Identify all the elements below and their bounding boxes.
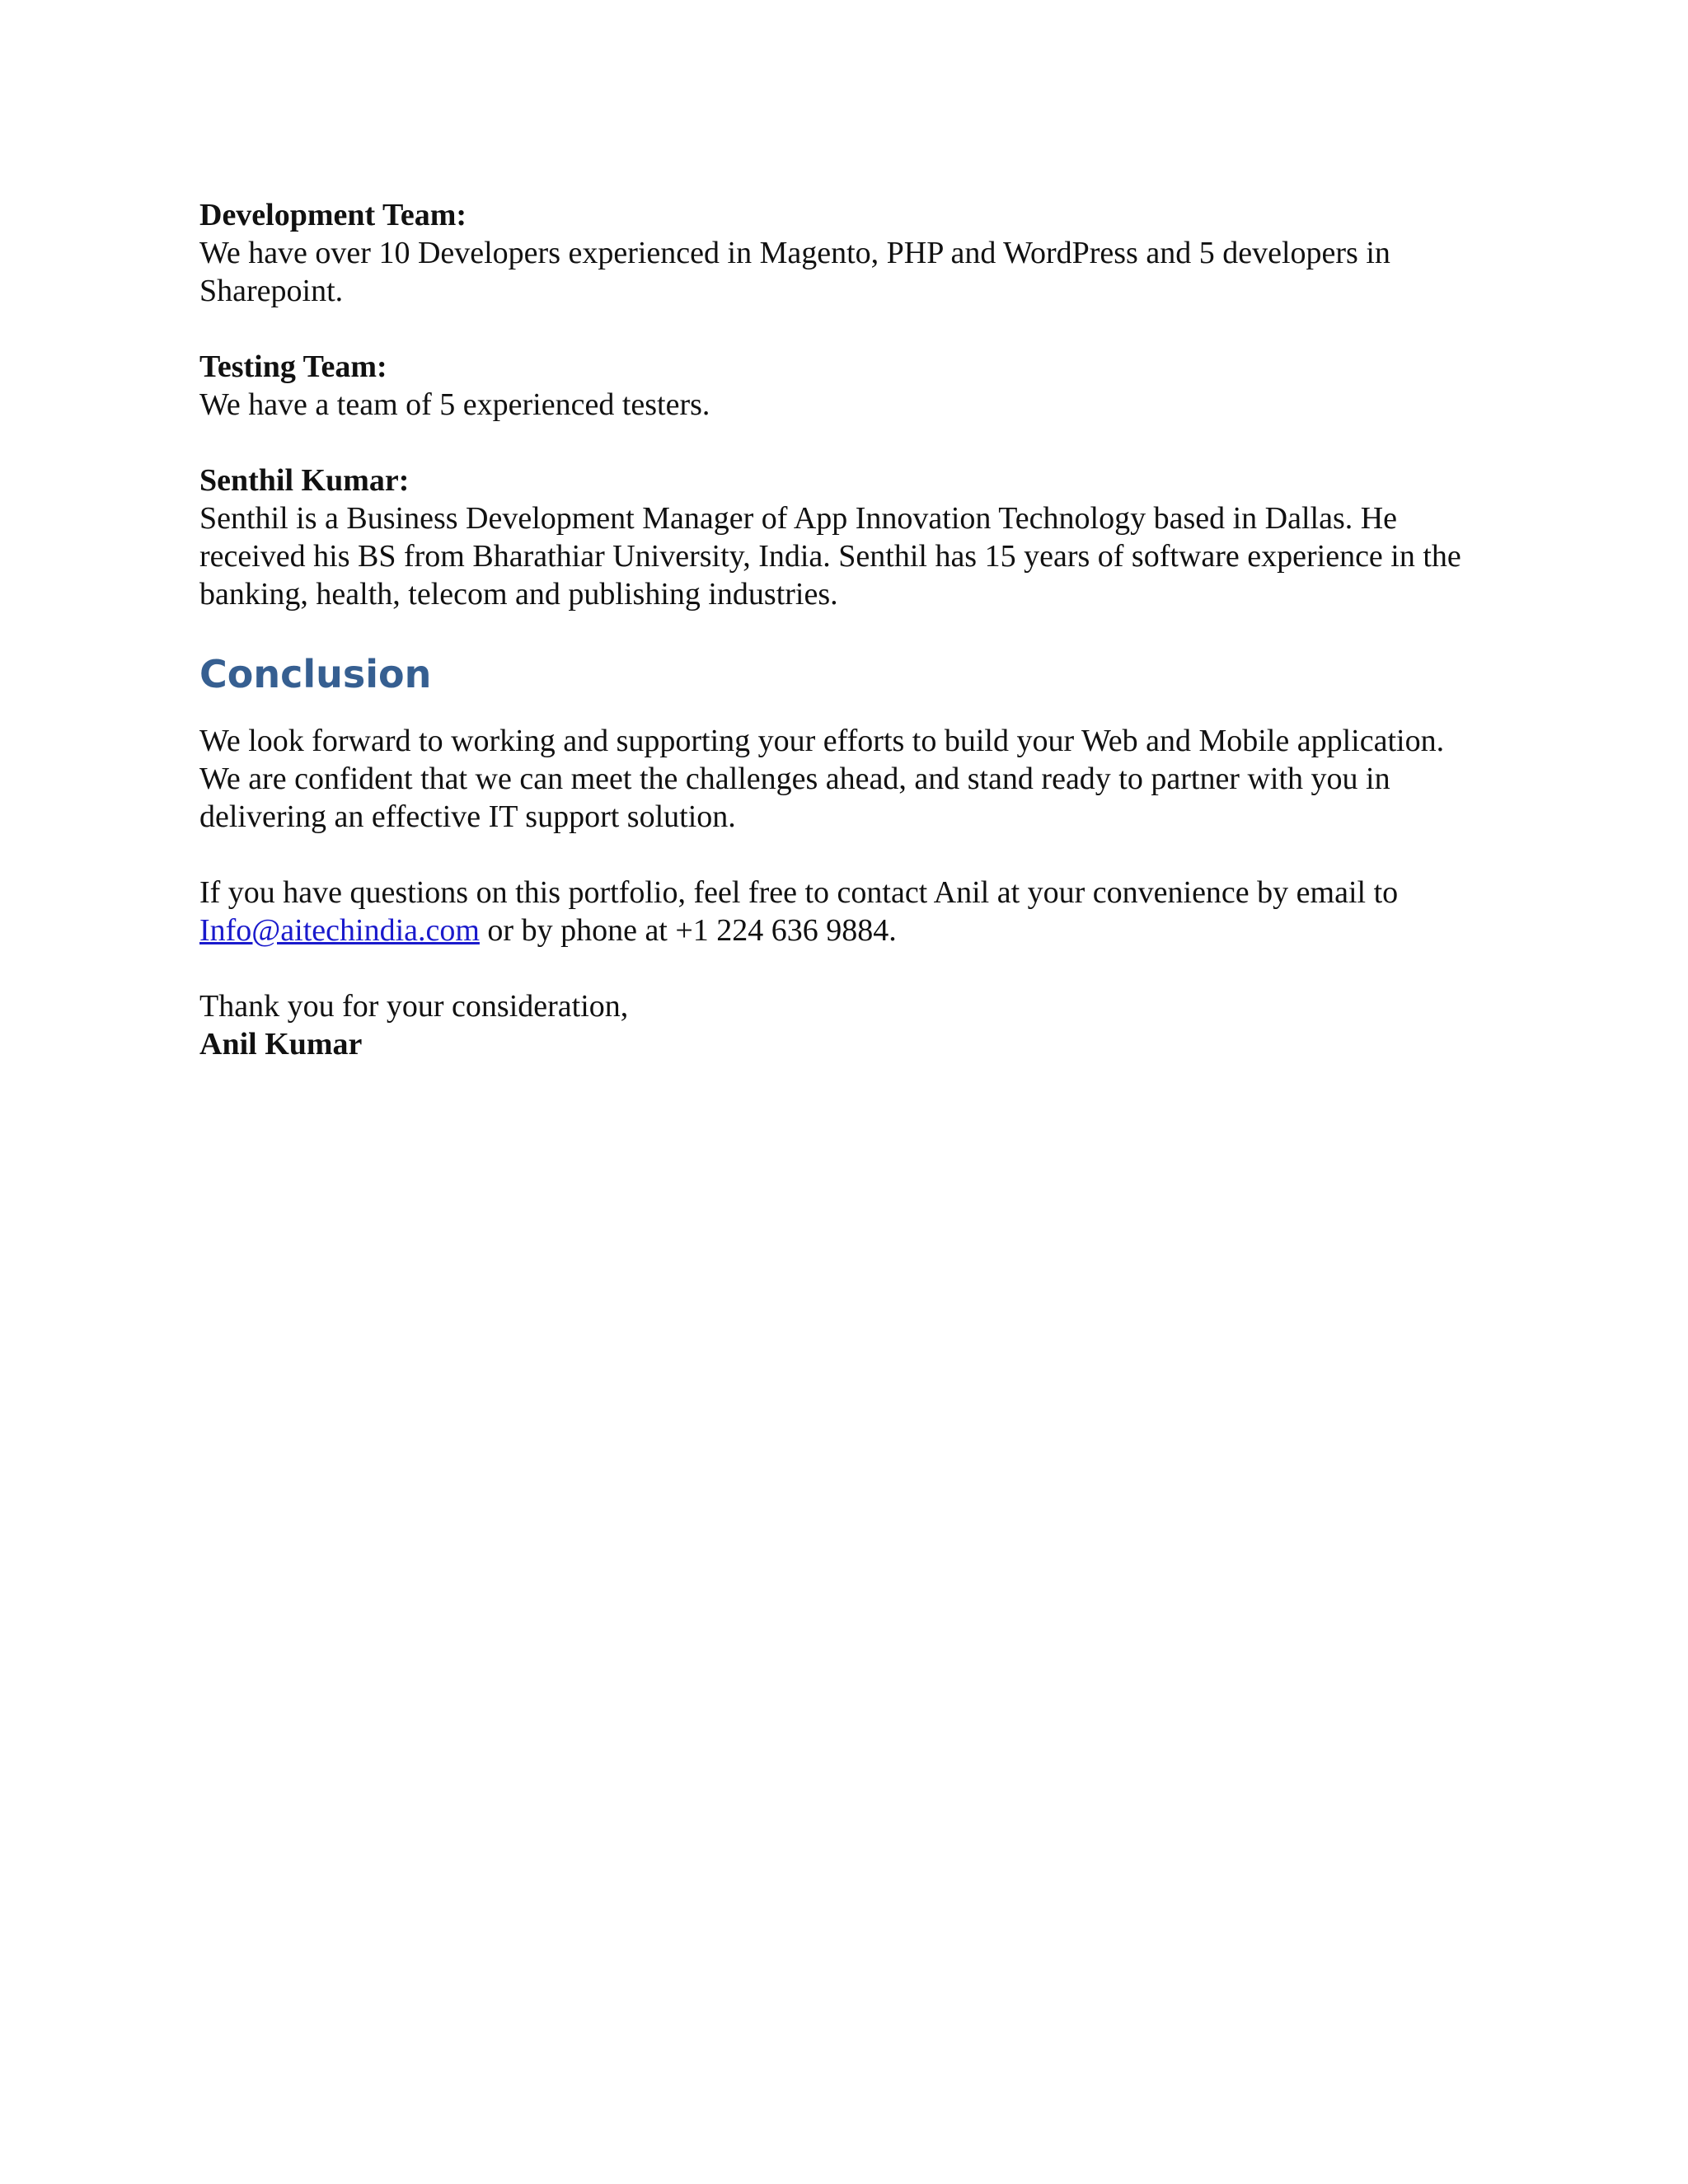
signature-name: Anil Kumar: [199, 1027, 363, 1062]
contact-paragraph: [199, 874, 1485, 949]
senthil-kumar-label: Senthil Kumar:: [199, 463, 410, 498]
signature-block: [199, 987, 1485, 1063]
document-content: [199, 196, 1485, 1101]
contact-prefix: If you have questions on this portfolio, feel free to contact Anil at your convenience by email to: [199, 875, 1399, 910]
contact-text: [199, 874, 1485, 949]
development-team-label: Development Team:: [199, 198, 467, 232]
email-link[interactable]: Info@aitechindia.com: [199, 913, 480, 948]
senthil-kumar-text: Senthil is a Business Development Manager of App Innovation Technology based in Dallas. He received his BS from Bharathiar University, India. Senthil has 15 years of software experience in the banking, health, telecom and publishing industries.: [199, 501, 1461, 612]
testing-team-section: [199, 348, 1485, 424]
conclusion-heading: Conclusion: [199, 652, 432, 696]
contact-suffix: or by phone at +1 224 636 9884.: [487, 913, 897, 948]
development-team-section: [199, 196, 1485, 310]
closing-line: Thank you for your consideration,: [199, 989, 629, 1024]
development-team-text: We have over 10 Developers experienced in Magento, PHP and WordPress and 5 developers in Sharepoint.: [199, 236, 1390, 308]
testing-team-label: Testing Team:: [199, 349, 387, 384]
testing-team-text: We have a team of 5 experienced testers.: [199, 387, 710, 422]
conclusion-paragraph: [199, 722, 1485, 836]
senthil-kumar-section: [199, 462, 1485, 613]
conclusion-text: We look forward to working and supporting your efforts to build your Web and Mobile application. We are confident that we can meet the challenges ahead, and stand ready to partner with you in delivering an effective IT support solution.: [199, 724, 1445, 834]
